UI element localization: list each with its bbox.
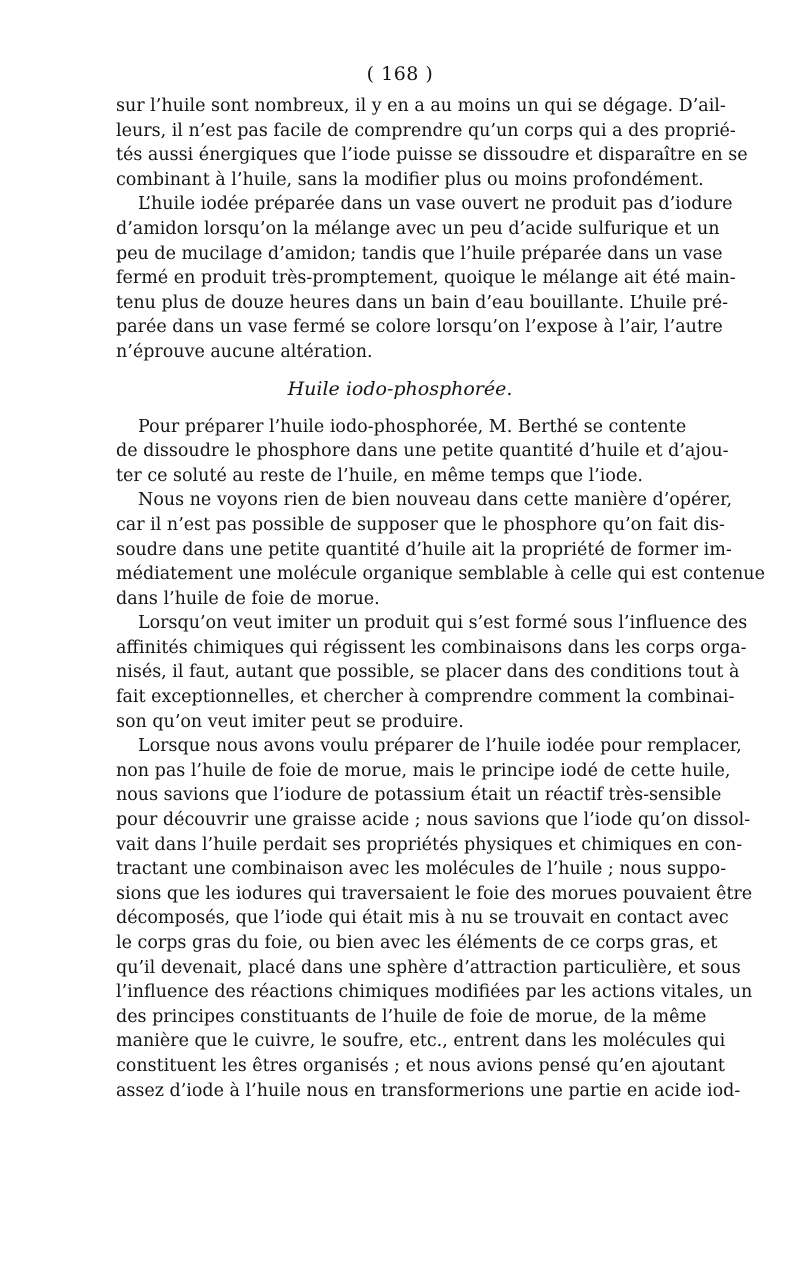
text-line: soudre dans une petite quantité d’huile ait la propriété de former im- xyxy=(116,539,732,560)
paragraph-5 xyxy=(116,611,748,734)
section-heading: Huile iodo-phosphorée. xyxy=(287,377,513,400)
text-line: d’amidon lorsqu’on la mélange avec un peu d’acide sulfurique et un xyxy=(116,218,720,239)
text-line: car il n’est pas possible de supposer que le phosphore qu’on fait dis- xyxy=(116,514,725,535)
text-line: dans l’huile de foie de morue. xyxy=(116,588,380,609)
text-line: tractant une combinaison avec les molécules de l’huile ; nous suppo- xyxy=(116,859,727,880)
text-line: fait exceptionnelles, et chercher à comprendre comment la combinai- xyxy=(116,687,735,708)
text-line: combinant à l’huile, sans la modifier plus ou moins profondément. xyxy=(116,169,704,190)
text-line: ter ce soluté au reste de l’huile, en même temps que l’iode. xyxy=(116,465,643,486)
text-line: nous savions que l’iodure de potassium était un réactif très-sensible xyxy=(116,785,722,806)
paragraph-3 xyxy=(116,415,729,489)
text-line: sur l’huile sont nombreux, il y en a au moins un qui se dégage. D’ail- xyxy=(116,96,726,116)
text-line: Nous ne voyons rien de bien nouveau dans cette manière d’opérer, xyxy=(138,490,733,511)
text-line: fermé en produit très-promptement, quoique le mélange ait été main- xyxy=(116,268,736,289)
text-line: manière que le cuivre, le soufre, etc., entrent dans les molécules qui xyxy=(116,1031,726,1052)
text-line: assez d’iode à l’huile nous en transformerions une partie en acide iod- xyxy=(116,1080,741,1101)
text-line: tenu plus de douze heures dans un bain d’eau bouillante. L’huile pré- xyxy=(116,292,729,313)
paragraph-6 xyxy=(116,734,753,1103)
text-line: décomposés, que l’iode qui était mis à nu se trouvait en contact avec xyxy=(116,908,729,929)
text-line: des principes constituants de l’huile de foie de morue, de la même xyxy=(116,1006,707,1027)
text-line: peu de mucilage d’amidon; tandis que l’huile préparée dans un vase xyxy=(116,243,723,264)
text-line: le corps gras du foie, ou bien avec les éléments de ce corps gras, et xyxy=(116,933,718,953)
text-line: Lorsque nous avons voulu préparer de l’huile iodée pour remplacer, xyxy=(138,736,742,757)
text-line: n’éprouve aucune altération. xyxy=(116,341,373,362)
text-line: qu’il devenait, placé dans une sphère d’attraction particulière, et sous xyxy=(116,957,741,978)
text-line: non pas l’huile de foie de morue, mais le principe iodé de cette huile, xyxy=(116,760,731,781)
text-line: l’influence des réactions chimiques modifiées par les actions vitales, un xyxy=(116,982,753,1003)
paragraph-1 xyxy=(116,94,748,192)
text-line: sions que les iodures qui traversaient le foie des morues pouvaient être xyxy=(116,883,753,904)
book-page xyxy=(116,58,765,1103)
text-line: L’huile iodée préparée dans un vase ouvert ne produit pas d’iodure xyxy=(138,194,733,215)
text-line: leurs, il n’est pas facile de comprendre qu’un corps qui a des proprié- xyxy=(116,120,736,141)
text-line: vait dans l’huile perdait ses propriétés physiques et chimiques en con- xyxy=(116,834,743,855)
text-line: nisés, il faut, autant que possible, se placer dans des conditions tout à xyxy=(116,662,740,683)
text-line: de dissoudre le phosphore dans une petite quantité d’huile et d’ajou- xyxy=(116,441,729,462)
text-line: médiatement une molécule organique semblable à celle qui est contenue xyxy=(116,564,765,585)
text-line: Lorsqu’on veut imiter un produit qui s’est formé sous l’influence des xyxy=(138,613,748,634)
text-line: affinités chimiques qui régissent les combinaisons dans les corps orga- xyxy=(116,637,747,658)
text-line: tés aussi énergiques que l’iode puisse se dissoudre et disparaître en se xyxy=(116,145,748,166)
text-line: parée dans un vase fermé se colore lorsqu’on l’expose à l’air, l’autre xyxy=(116,317,723,338)
paragraph-2 xyxy=(116,192,736,364)
page-number: ( 168 ) xyxy=(366,63,434,85)
text-line: son qu’on veut imiter peut se produire. xyxy=(116,711,464,732)
text-line: pour découvrir une graisse acide ; nous savions que l’iode qu’on dissol- xyxy=(116,810,751,831)
text-line: constituent les êtres organisés ; et nous avions pensé qu’en ajoutant xyxy=(116,1055,725,1076)
paragraph-4 xyxy=(116,488,765,611)
text-line: Pour préparer l’huile iodo-phosphorée, M. Berthé se contente xyxy=(138,416,687,437)
